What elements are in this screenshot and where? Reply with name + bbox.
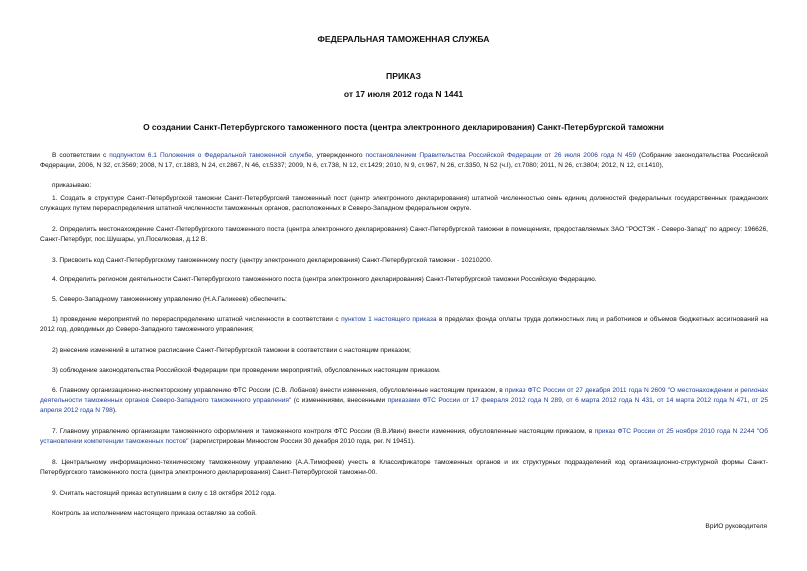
- item-text: ,: [561, 397, 567, 404]
- link-regulation[interactable]: подпунктом 6.1 Положения о Федеральной таможенной службе: [109, 152, 312, 159]
- preamble: [40, 151, 768, 171]
- link-order-2609[interactable]: приказ ФТС России от 27 декабря 2011 года N 2609 "О местонахождении и регионах деятельности таможенных органов Северо-Западного таможенного управления": [40, 387, 769, 404]
- item-8: 8. Центральному информационно-техническому таможенному управлению (А.А.Тимофеев) учесть в Классификаторе таможенных органов и их структурных подразделений код организационно-структурной формы Санкт-Петербургского таможенного поста (центра электронного декларирования) Санкт-Петербургской таможни-00.: [40, 459, 768, 476]
- doc-title: О создании Санкт-Петербургского таможенного поста (центра электронного декларирования) Санкт-Петербургской таможни: [143, 122, 664, 132]
- item-9: 9. Считать настоящий приказ вступившим в силу с 18 октября 2012 года.: [52, 490, 277, 497]
- order-word: приказываю:: [52, 182, 92, 189]
- doc-type: ПРИКАЗ: [386, 71, 421, 81]
- item-6: [40, 386, 768, 416]
- preamble-text: В соответствии с: [52, 152, 110, 159]
- link-order-431[interactable]: от 6 марта 2012 года N 431: [566, 397, 653, 404]
- link-order-798[interactable]: от 25 апреля 2012 года N 798: [40, 397, 769, 414]
- item-text: ,: [652, 397, 658, 404]
- item-5: 5. Северо-Западному таможенному управлению (Н.А.Галикеев) обеспечить:: [52, 296, 287, 303]
- preamble-text: (Собрание законодательства Российской Федерации, 2006, N 32, ст.3569; 2008, N 17, ст.1883, N 24, ст.2867, N 46, ст.5337; 2009, N 6, ст.738, N 12, ст.1429; 2010, N 9, ст.967, N 26, ст.3350, N 52 (ч.I), ст.7080; 2011, N 26, ст.3804; 2012, N 12, ст.1410),: [40, 152, 768, 169]
- link-order-289[interactable]: приказами ФТС России от 17 февраля 2012 года N 289: [387, 397, 562, 404]
- item-text: 7. Главному управлению организации таможенного оформления и таможенного контроля ФТС России (В.В.Ивин) внести изменения, обусловленные настоящим приказом, в: [52, 428, 595, 435]
- link-order-471[interactable]: от 14 марта 2012 года N 471: [657, 397, 748, 404]
- doc-date: от 17 июля 2012 года N 1441: [343, 89, 464, 99]
- item-1: 1. Создать в структуре Санкт-Петербургской таможни Санкт-Петербургский таможенный пост (центр электронного декларирования) штатной численностью семь единиц должностей федеральных государственных гражданских служащих путем перераспределения штатной численности таможенных органов, расположенных в Северо-Западном федеральном округе.: [40, 195, 768, 212]
- item-3: 3. Присвоить код Санкт-Петербургскому таможенному посту (центру электронного декларирования) Санкт-Петербургской таможни - 10210200.: [52, 257, 493, 264]
- link-item-1[interactable]: пунктом 1 настоящего приказа: [341, 316, 437, 323]
- item-text: 6. Главному организационно-инспекторскому управлению ФТС России (С.В. Лобанов) внести изменения, обусловленные настоящим приказом, в: [52, 387, 505, 394]
- control-clause: Контроль за исполнением настоящего приказа оставляю за собой.: [52, 510, 257, 517]
- item-5-1: [40, 315, 768, 335]
- item-text: (с изменениями, внесенными: [291, 397, 388, 404]
- item-4: 4. Определить регионом деятельности Санкт-Петербургского таможенного поста (центра электронного декларирования) Санкт-Петербургской таможни Российскую Федерацию.: [52, 276, 597, 283]
- item-2: 2. Определить местонахождение Санкт-Петербургского таможенного поста (центра электронного декларирования) Санкт-Петербургской таможни в помещениях, предоставляемых ЗАО "РОСТЭК - Северо-Запад" по адресу: 196626, Санкт-Петербург, пос.Шушары, ул.Поселковая, д.12 В.: [40, 226, 768, 243]
- preamble-text: , утвержденного: [311, 152, 366, 159]
- item-text: 1) проведение мероприятий по перераспределению штатной численности в соответствии с: [52, 316, 342, 323]
- item-text: ,: [747, 397, 752, 404]
- item-text: (зарегистрирован Минюстом России 30 декабря 2010 года, рег. N 19451).: [188, 438, 415, 445]
- item-text: ).: [112, 407, 117, 414]
- item-text: в пределах фонда оплаты труда должностных лиц и работников и объемов бюджетных ассигнований на 2012 год, доводимых до Северо-Западного таможенного управления;: [40, 316, 768, 333]
- item-5-2: 2) внесение изменений в штатное расписание Санкт-Петербургской таможни в соответствии с настоящим приказом;: [52, 347, 411, 354]
- agency-name: ФЕДЕРАЛЬНАЯ ТАМОЖЕННАЯ СЛУЖБА: [317, 34, 490, 44]
- link-government-decree[interactable]: постановлением Правительства Российской Федерации от 26 июля 2006 года N 459: [365, 152, 637, 159]
- link-order-2244[interactable]: приказ ФТС России от 25 ноября 2010 года N 2244 "Об установлении компетенции таможенных постов": [40, 428, 768, 445]
- item-7: [40, 427, 768, 447]
- signature-title: ВрИО руководителя: [705, 523, 767, 530]
- item-5-3: 3) соблюдение законодательства Российской Федерации при проведении мероприятий, обусловленных настоящим приказом.: [52, 367, 441, 374]
